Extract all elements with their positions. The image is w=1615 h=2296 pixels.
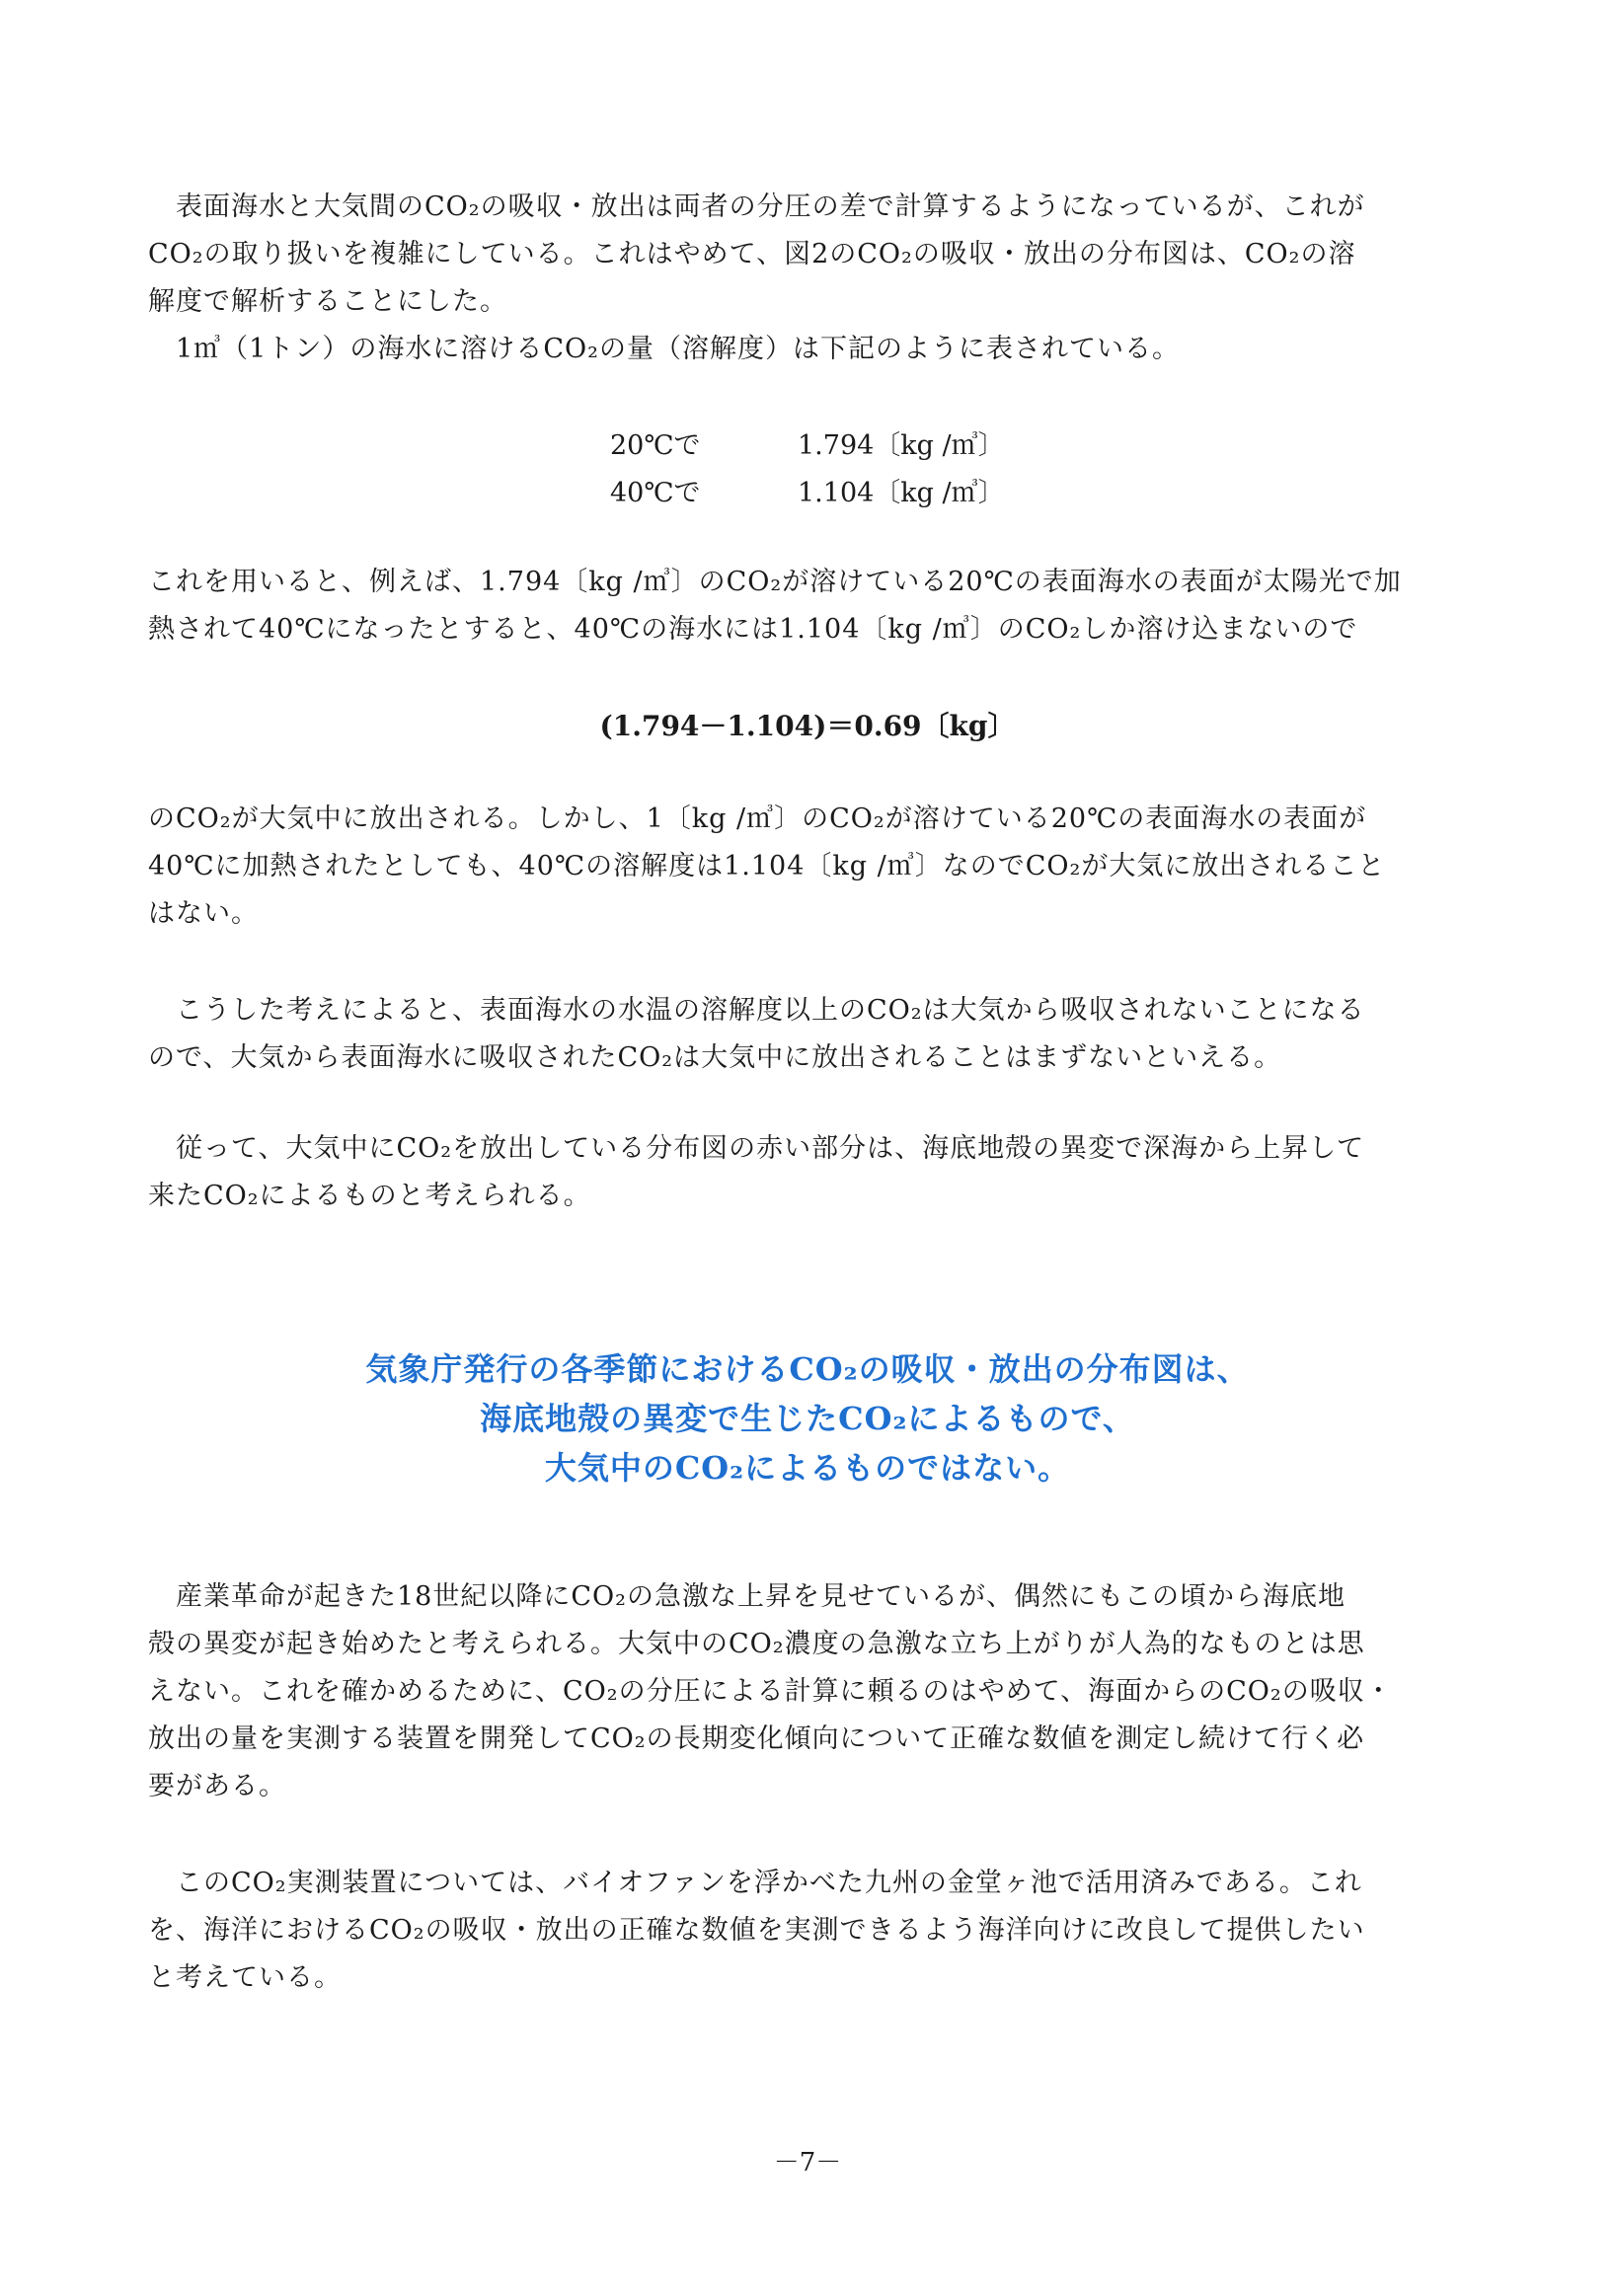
highlight-line: 大気中のCO₂によるものではない。 <box>544 1449 1071 1487</box>
formula: (1.794－1.104)＝0.69〔kg〕 <box>599 710 1016 742</box>
text-line: と考えている。 <box>148 1962 342 1993</box>
text-line: はない。 <box>148 898 259 929</box>
text-line: 解度で解析することにした。 <box>148 286 507 317</box>
text-line: 要がある。 <box>148 1771 286 1801</box>
text-line: 表面海水と大気間のCO₂の吸収・放出は両者の分圧の差で計算するようになっているが、これが <box>176 191 1365 222</box>
solubility-row <box>610 422 1005 470</box>
text-line: 放出の量を実測する装置を開発してCO₂の長期変化傾向について正確な数値を測定し続けて行く必 <box>148 1723 1365 1754</box>
text-line: このCO₂実測装置については、バイオファンを浮かべた九州の金堂ヶ池で活用済みである。これ <box>176 1868 1362 1898</box>
solubility-temp: 20℃で <box>610 430 701 461</box>
highlight-statement <box>0 1344 1615 1492</box>
text-line: これを用いると、例えば、1.794〔kg /㎥〕のCO₂が溶けている20℃の表面海水の表面が太陽光で加 <box>148 567 1402 597</box>
text-line: 1㎥（1トン）の海水に溶けるCO₂の量（溶解度）は下記のように表されている。 <box>176 334 1180 364</box>
highlight-line: 海底地殻の異変で生じたCO₂によるもので、 <box>480 1400 1135 1437</box>
text-line: 産業革命が起きた18世紀以降にCO₂の急激な上昇を見せているが、偶然にもこの頃から海底地 <box>176 1581 1346 1612</box>
text-line: 従って、大気中にCO₂を放出している分布図の赤い部分は、海底地殻の異変で深海から上昇して <box>176 1133 1365 1164</box>
paragraph-release <box>148 796 1471 938</box>
text-line: のCO₂が大気中に放出される。しかし、1〔kg /㎥〕のCO₂が溶けている20℃の表面海水の表面が <box>148 804 1367 834</box>
text-line: 熱されて40℃になったとすると、40℃の海水には1.104〔kg /㎥〕のCO₂しか溶け込まないので <box>148 614 1358 645</box>
text-line: CO₂の取り扱いを複雑にしている。これはやめて、図2のCO₂の吸収・放出の分布図は、CO₂の溶 <box>148 239 1356 269</box>
paragraph-partial-pressure <box>148 184 1471 326</box>
text-line: 殻の異変が起き始めたと考えられる。大気中のCO₂濃度の急激な立ち上がりが人為的なものとは思 <box>148 1629 1365 1659</box>
paragraph-industrial-revolution <box>148 1573 1471 1810</box>
solubility-value: 1.104〔kg /㎥〕 <box>798 478 1005 508</box>
paragraph-measurement-device <box>148 1860 1471 2002</box>
solubility-table <box>610 422 1005 517</box>
text-line: こうした考えによると、表面海水の水温の溶解度以上のCO₂は大気から吸収されないことになる <box>176 995 1365 1026</box>
paragraph-example <box>148 559 1471 653</box>
page-number: －7－ <box>773 2148 842 2178</box>
text-line: を、海洋におけるCO₂の吸収・放出の正確な数値を実測できるよう海洋向けに改良して提供したい <box>148 1915 1365 1946</box>
paragraph-conclusion <box>148 1125 1471 1220</box>
text-line: 40℃に加熱されたとしても、40℃の溶解度は1.104〔kg /㎥〕なのでCO₂が大気に放出されること <box>148 851 1386 881</box>
text-line: ので、大気から表面海水に吸収されたCO₂は大気中に放出されることはまずないといえる。 <box>148 1042 1282 1073</box>
solubility-temp: 40℃で <box>610 478 701 508</box>
solubility-value: 1.794〔kg /㎥〕 <box>798 430 1005 461</box>
text-line: 来たCO₂によるものと考えられる。 <box>148 1181 591 1211</box>
text-line: えない。これを確かめるために、CO₂の分圧による計算に頼るのはやめて、海面からのCO₂の吸収・ <box>148 1676 1393 1707</box>
highlight-line: 気象庁発行の各季節におけるCO₂の吸収・放出の分布図は、 <box>365 1350 1250 1388</box>
paragraph-solubility-intro <box>148 326 1471 373</box>
paragraph-absorption <box>148 987 1471 1082</box>
solubility-row <box>610 470 1005 517</box>
